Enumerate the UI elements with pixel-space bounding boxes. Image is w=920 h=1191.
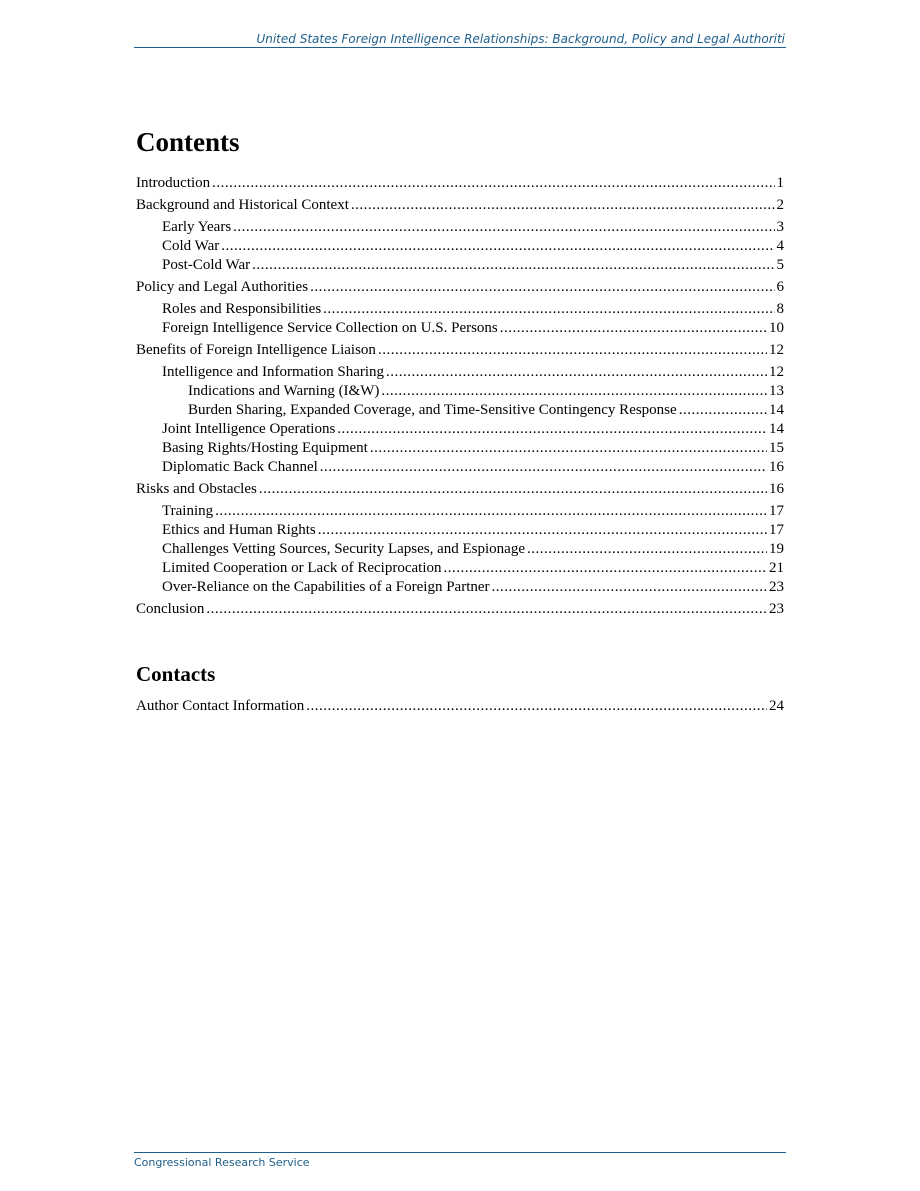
- toc-entry[interactable]: [136, 382, 784, 401]
- toc-entry-page: 15: [769, 440, 784, 456]
- toc-entry-page: 12: [769, 364, 784, 380]
- toc-dot-leader: [233, 218, 774, 237]
- toc-entry-page: 16: [769, 459, 784, 475]
- toc-entry-page: 14: [769, 421, 784, 437]
- toc-entry-title: Joint Intelligence Operations: [162, 421, 336, 437]
- toc-entry-page: 3: [776, 219, 784, 235]
- toc-entry[interactable]: [136, 319, 784, 338]
- toc-entry-title: Conclusion: [136, 601, 205, 617]
- toc-dot-leader: [351, 196, 775, 215]
- toc-entry-title: Early Years: [162, 219, 232, 235]
- toc-entry-page: 16: [769, 481, 784, 497]
- toc-entry[interactable]: [136, 559, 784, 578]
- toc-entry-page: 23: [769, 579, 784, 595]
- toc-entry[interactable]: [136, 540, 784, 559]
- toc-dot-leader: [337, 420, 767, 439]
- toc-dot-leader: [212, 174, 774, 193]
- contents-heading: Contents: [136, 127, 240, 157]
- toc-entry-title: Background and Historical Context: [136, 197, 349, 213]
- toc-entry-title: Author Contact Information: [136, 698, 305, 714]
- page-footer: [134, 1152, 786, 1169]
- toc-entry-title: Limited Cooperation or Lack of Reciprocation: [162, 560, 442, 576]
- toc-dot-leader: [378, 341, 767, 360]
- toc-dot-leader: [221, 237, 774, 256]
- toc-entry[interactable]: [136, 420, 784, 439]
- toc-entry[interactable]: [136, 256, 784, 275]
- toc-entry[interactable]: [136, 237, 784, 256]
- toc-entry-title: Diplomatic Back Channel: [162, 459, 318, 475]
- toc-entry[interactable]: [136, 196, 784, 215]
- toc-entry-page: 19: [769, 541, 784, 557]
- toc-entry[interactable]: [136, 439, 784, 458]
- toc-dot-leader: [444, 559, 768, 578]
- toc-entry[interactable]: [136, 401, 784, 420]
- table-of-contents: [136, 174, 784, 619]
- toc-entry[interactable]: [136, 363, 784, 382]
- toc-entry[interactable]: [136, 218, 784, 237]
- toc-entry[interactable]: [136, 578, 784, 597]
- toc-entry-title: Indications and Warning (I&W): [188, 383, 380, 399]
- toc-entry-page: 17: [769, 522, 784, 538]
- toc-entry-page: 5: [776, 257, 784, 273]
- toc-entry-page: 17: [769, 503, 784, 519]
- toc-dot-leader: [370, 439, 767, 458]
- toc-entry-title: Foreign Intelligence Service Collection on U.S. Persons: [162, 320, 498, 336]
- toc-entry-title: Cold War: [162, 238, 220, 254]
- toc-entry-page: 4: [776, 238, 784, 254]
- toc-dot-leader: [323, 300, 774, 319]
- toc-entry-page: 12: [769, 342, 784, 358]
- toc-entry-title: Challenges Vetting Sources, Security Lapses, and Espionage: [162, 541, 525, 557]
- toc-entry-title: Post-Cold War: [162, 257, 251, 273]
- toc-entry-page: 2: [776, 197, 784, 213]
- toc-entry[interactable]: [136, 278, 784, 297]
- toc-dot-leader: [527, 540, 767, 559]
- toc-dot-leader: [386, 363, 767, 382]
- toc-entry[interactable]: [136, 458, 784, 477]
- toc-entry-page: 13: [769, 383, 784, 399]
- running-title: United States Foreign Intelligence Relationships: Background, Policy and Legal Authoriti: [256, 32, 785, 46]
- toc-entry-page: 24: [769, 698, 784, 714]
- footer-publisher: Congressional Research Service: [134, 1156, 310, 1169]
- toc-entry-title: Training: [162, 503, 214, 519]
- toc-dot-leader: [492, 578, 767, 597]
- toc-entry-title: Risks and Obstacles: [136, 481, 257, 497]
- toc-dot-leader: [252, 256, 774, 275]
- toc-entry-page: 10: [769, 320, 784, 336]
- toc-dot-leader: [381, 382, 767, 401]
- toc-dot-leader: [310, 278, 774, 297]
- toc-entry[interactable]: [136, 600, 784, 619]
- toc-dot-leader: [215, 502, 767, 521]
- toc-entry-title: Basing Rights/Hosting Equipment: [162, 440, 368, 456]
- toc-entry[interactable]: [136, 341, 784, 360]
- toc-entry-title: Introduction: [136, 175, 211, 191]
- toc-dot-leader: [206, 600, 767, 619]
- toc-entry-title: Roles and Responsibilities: [162, 301, 322, 317]
- toc-entry-title: Policy and Legal Authorities: [136, 279, 309, 295]
- toc-entry[interactable]: [136, 697, 784, 716]
- toc-entry[interactable]: [136, 300, 784, 319]
- toc-entry-title: Ethics and Human Rights: [162, 522, 316, 538]
- toc-entry-page: 14: [769, 402, 784, 418]
- toc-dot-leader: [306, 697, 767, 716]
- toc-entry-page: 8: [776, 301, 784, 317]
- toc-dot-leader: [318, 521, 767, 540]
- toc-dot-leader: [679, 401, 767, 420]
- toc-dot-leader: [259, 480, 767, 499]
- toc-dot-leader: [320, 458, 767, 477]
- toc-entry-page: 6: [776, 279, 784, 295]
- toc-entry-title: Burden Sharing, Expanded Coverage, and Time-Sensitive Contingency Response: [188, 402, 677, 418]
- toc-entry-title: Benefits of Foreign Intelligence Liaison: [136, 342, 376, 358]
- toc-entry[interactable]: [136, 502, 784, 521]
- toc-entry-page: 23: [769, 601, 784, 617]
- toc-entry-title: Intelligence and Information Sharing: [162, 364, 385, 380]
- toc-entry[interactable]: [136, 174, 784, 193]
- toc-entry[interactable]: [136, 480, 784, 499]
- toc-dot-leader: [500, 319, 767, 338]
- toc-entry-page: 1: [776, 175, 784, 191]
- contacts-heading: Contacts: [136, 662, 216, 686]
- toc-entry[interactable]: [136, 521, 784, 540]
- toc-entry-page: 21: [769, 560, 784, 576]
- contacts-list: [136, 697, 784, 716]
- toc-entry-title: Over-Reliance on the Capabilities of a Foreign Partner: [162, 579, 490, 595]
- running-header: [134, 32, 786, 48]
